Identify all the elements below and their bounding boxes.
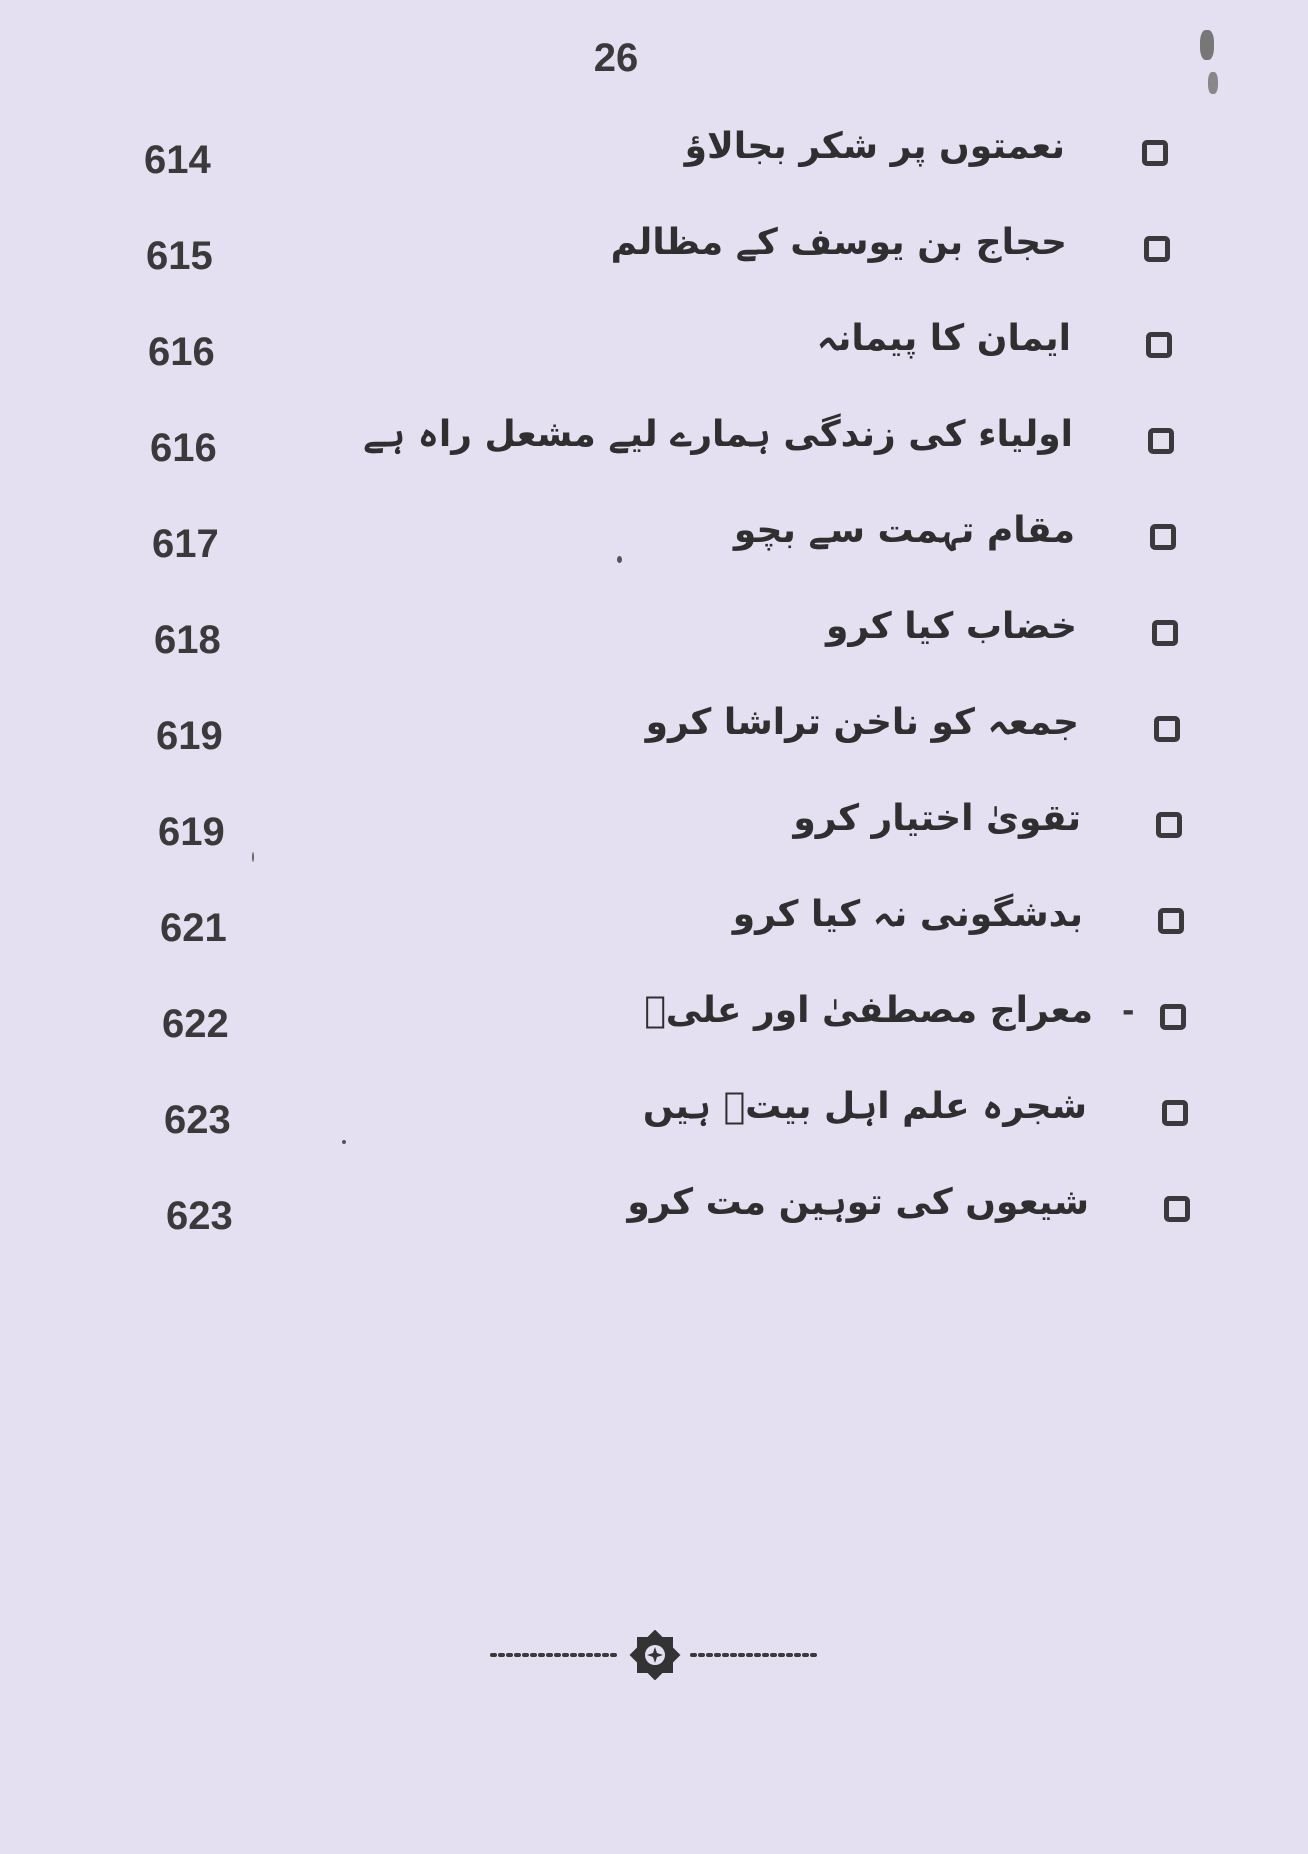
checkbox-square-icon bbox=[1148, 428, 1174, 454]
toc-entry-page-number: 618 bbox=[154, 618, 221, 662]
toc-entry-title: بدشگونی نہ کیا کرو bbox=[732, 894, 1083, 935]
toc-entry-title: شیعوں کی توہین مت کرو bbox=[627, 1182, 1089, 1223]
toc-entry bbox=[0, 598, 1308, 694]
checkbox-square-icon bbox=[1152, 620, 1178, 646]
checkbox-square-icon bbox=[1156, 812, 1182, 838]
toc-entry bbox=[0, 118, 1308, 214]
toc-entry-page-number: 623 bbox=[166, 1194, 233, 1238]
toc-entry bbox=[0, 1174, 1308, 1270]
toc-entry-page-number: 617 bbox=[152, 522, 219, 566]
toc-entry-page-number: 615 bbox=[146, 234, 213, 278]
toc-entry-page-number: 616 bbox=[148, 330, 215, 374]
dash-mark: - bbox=[1122, 994, 1135, 1029]
toc-entry-title: مقام تہمت سے بچو bbox=[733, 510, 1075, 551]
page-number: 26 bbox=[593, 36, 639, 80]
toc-entry-title: اولیاء کی زندگی ہمارے لیے مشعل راہ ہے bbox=[363, 414, 1073, 455]
toc-entry bbox=[0, 310, 1308, 406]
toc-entry-title: خضاب کیا کرو bbox=[825, 606, 1077, 647]
checkbox-square-icon bbox=[1154, 716, 1180, 742]
toc-entry bbox=[0, 982, 1308, 1078]
toc-entry-title: ایمان کا پیمانہ bbox=[816, 318, 1071, 359]
toc-entry bbox=[0, 886, 1308, 982]
checkbox-square-icon bbox=[1146, 332, 1172, 358]
toc-entry bbox=[0, 1078, 1308, 1174]
toc-entry-title: معراج مصطفیٰ اور علیؑ bbox=[644, 990, 1093, 1031]
toc-entry-page-number: 619 bbox=[158, 810, 225, 854]
table-of-contents bbox=[0, 118, 1308, 1270]
toc-entry-page-number: 623 bbox=[164, 1098, 231, 1142]
checkbox-square-icon bbox=[1142, 140, 1168, 166]
ink-speck bbox=[342, 1140, 346, 1144]
toc-entry-title: شجرہ علم اہل بیتؑ ہیں bbox=[642, 1086, 1087, 1127]
toc-entry bbox=[0, 694, 1308, 790]
ink-speck bbox=[617, 556, 622, 563]
checkbox-square-icon bbox=[1164, 1196, 1190, 1222]
checkbox-square-icon bbox=[1150, 524, 1176, 550]
toc-entry-title: نعمتوں پر شکر بجالاؤ bbox=[684, 126, 1065, 167]
checkbox-square-icon bbox=[1158, 908, 1184, 934]
toc-entry bbox=[0, 406, 1308, 502]
checkbox-square-icon bbox=[1144, 236, 1170, 262]
toc-entry-title: تقویٰ اختیار کرو bbox=[793, 798, 1081, 839]
star-ornament-icon bbox=[490, 1630, 820, 1680]
checkbox-square-icon bbox=[1162, 1100, 1188, 1126]
ink-smudge bbox=[1200, 30, 1214, 60]
ink-smudge bbox=[1208, 72, 1218, 94]
toc-entry-title: حجاج بن یوسف کے مظالم bbox=[610, 222, 1067, 263]
toc-entry bbox=[0, 214, 1308, 310]
toc-entry bbox=[0, 502, 1308, 598]
toc-entry-page-number: 619 bbox=[156, 714, 223, 758]
ink-speck bbox=[252, 852, 254, 862]
toc-entry-page-number: 622 bbox=[162, 1002, 229, 1046]
toc-entry-page-number: 621 bbox=[160, 906, 227, 950]
toc-entry-page-number: 616 bbox=[150, 426, 217, 470]
toc-entry bbox=[0, 790, 1308, 886]
toc-entry-title: جمعہ کو ناخن تراشا کرو bbox=[645, 702, 1079, 743]
toc-entry-page-number: 614 bbox=[144, 138, 211, 182]
checkbox-square-icon bbox=[1160, 1004, 1186, 1030]
